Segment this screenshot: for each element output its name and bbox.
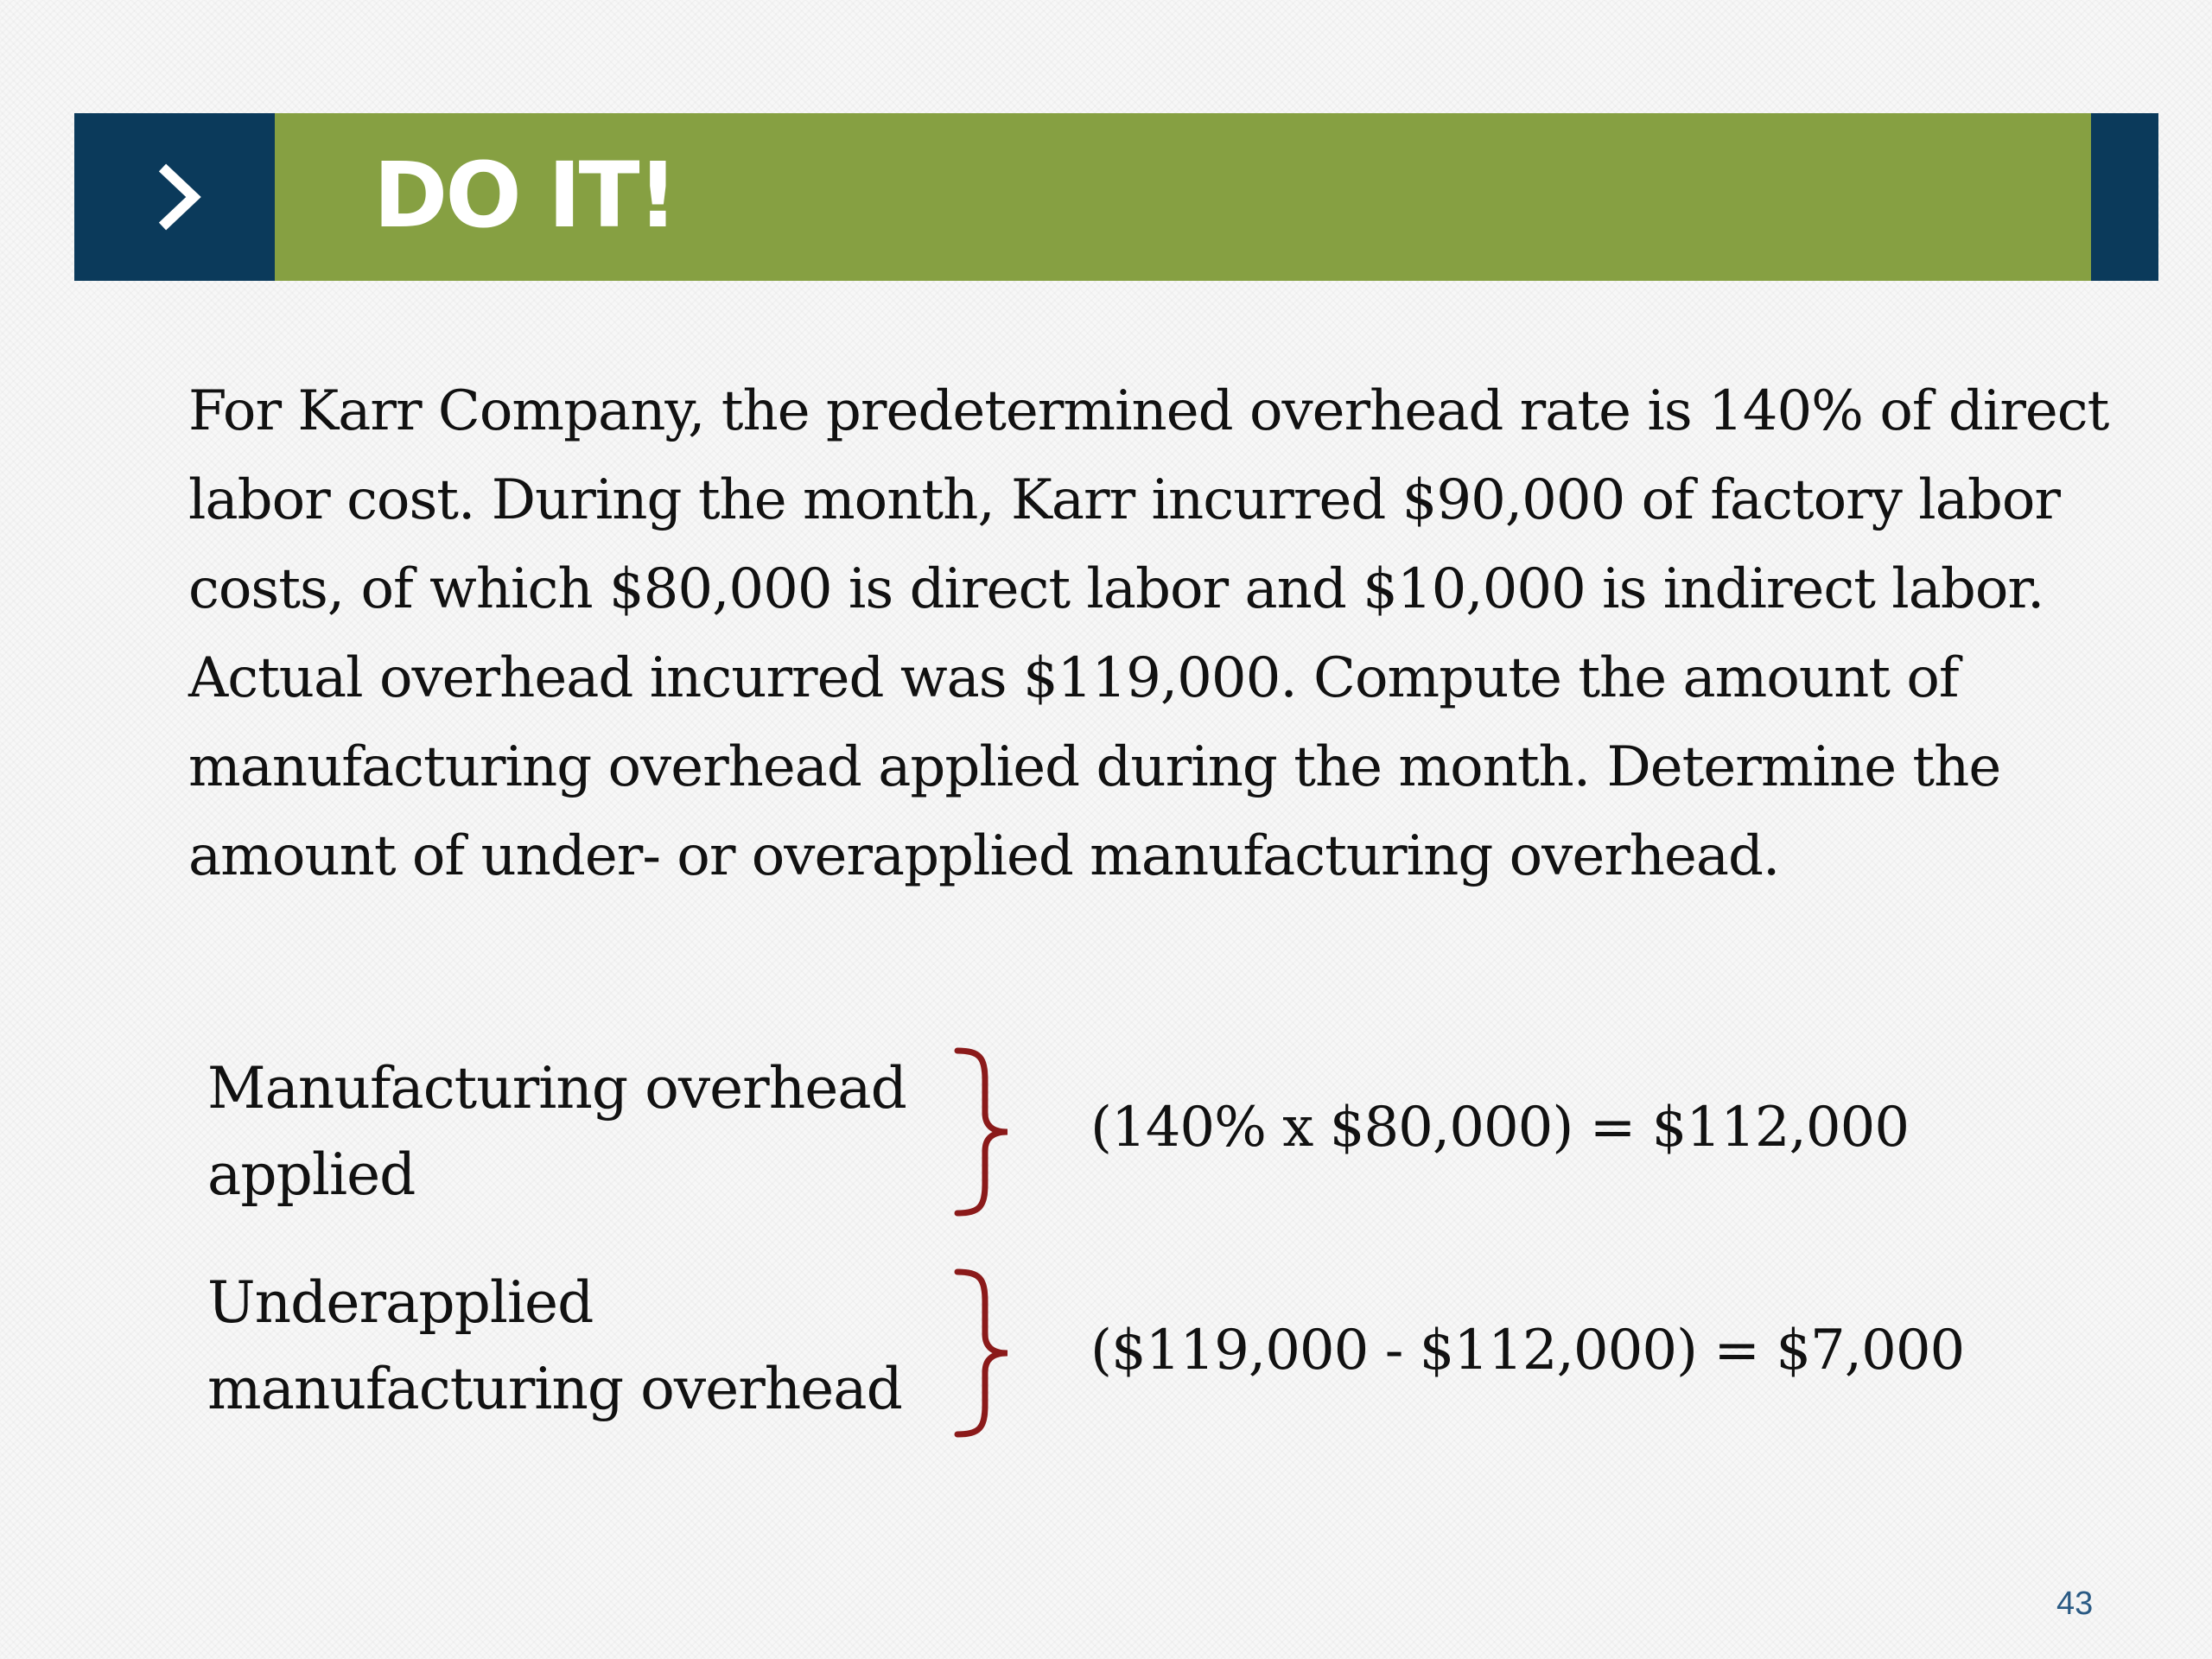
right-curly-brace-icon — [950, 1267, 1020, 1440]
right-curly-brace-icon — [950, 1046, 1020, 1218]
page-number: 43 — [2056, 1586, 2094, 1622]
solution-label: Manufacturing overhead applied — [207, 1055, 906, 1208]
header-bar — [74, 113, 2158, 281]
solution-result: (140% x $80,000) = $112,000 — [1090, 1096, 1910, 1160]
header-right-box — [2091, 113, 2158, 281]
problem-statement: For Karr Company, the predetermined overhead rate is 140% of direct labor cost. During the month, Karr incurred $90,000 of factory labor costs, of which $80,000 is direct labor and $10,000 is indirect labor. Actual overhead incurred was $119,000. Compute the amount of manufacturing overhead applied during the month. Determine the amount of under- or overapplied manufacturing overhead. — [188, 379, 2109, 888]
slide-title: DO IT! — [373, 143, 677, 248]
chevron-right-icon — [152, 161, 204, 233]
solution-label: Underapplied manufacturing overhead — [207, 1269, 902, 1422]
solution-result: ($119,000 - $112,000) = $7,000 — [1090, 1319, 1965, 1382]
header-chevron-box — [74, 113, 275, 281]
header-green-band — [275, 113, 2091, 281]
